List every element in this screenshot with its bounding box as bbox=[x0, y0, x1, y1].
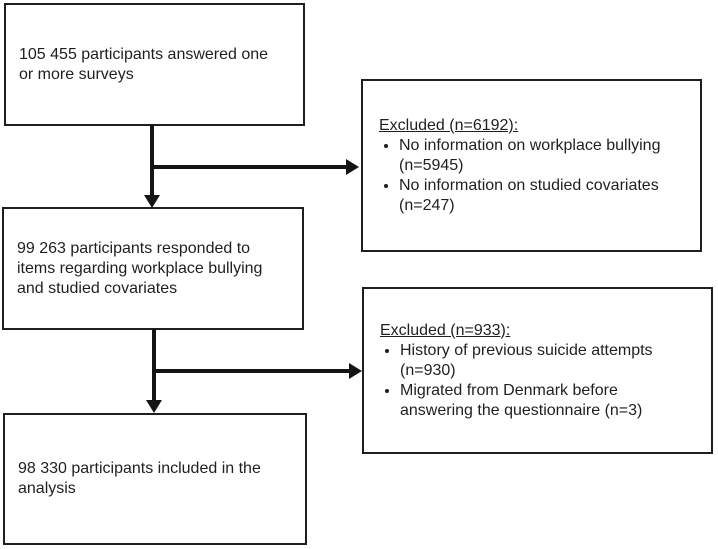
exclusion-item-line: (n=930) bbox=[400, 361, 456, 379]
flow-box-line: items regarding workplace bullying bbox=[17, 259, 263, 277]
arrowhead-down-icon bbox=[146, 400, 162, 413]
exclusion-box-1 bbox=[361, 79, 702, 252]
exclusion-item bbox=[399, 136, 690, 176]
flow-box-included-analysis bbox=[3, 413, 307, 545]
exclusion-item-line: • No information on studied covariates bbox=[399, 176, 659, 194]
arrowhead-right-icon bbox=[346, 159, 359, 175]
exclusion-item bbox=[400, 341, 701, 381]
flow-box-line: and studied covariates bbox=[17, 279, 178, 297]
exclusion-item-line: answering the questionnaire (n=3) bbox=[400, 401, 643, 419]
flow-box-line: 98 330 participants included in the bbox=[18, 460, 261, 477]
exclusion-item bbox=[400, 381, 701, 421]
exclusion-list bbox=[380, 341, 701, 421]
exclusion-item-line: • History of previous suicide attempts bbox=[400, 341, 653, 359]
exclusion-heading: Excluded (n=6192): bbox=[379, 116, 519, 134]
arrow-line-box1-to-box2 bbox=[150, 125, 154, 196]
flow-box-text bbox=[4, 239, 272, 299]
flow-box-responded-items bbox=[2, 207, 304, 330]
flow-box-line: or more surveys bbox=[19, 65, 134, 83]
exclusion-heading: Excluded (n=933): bbox=[380, 321, 511, 339]
flow-box-line: analysis bbox=[18, 480, 76, 497]
flow-box-text bbox=[5, 459, 271, 499]
exclusion-item-line: (n=247) bbox=[399, 196, 455, 214]
arrowhead-down-icon bbox=[144, 195, 160, 208]
exclusion-list bbox=[379, 136, 690, 216]
arrow-line-to-exclusion2 bbox=[152, 369, 349, 373]
arrow-line-to-exclusion1 bbox=[150, 165, 346, 169]
arrow-line-box2-to-box3 bbox=[152, 329, 156, 401]
flow-box-text bbox=[6, 45, 278, 85]
arrowhead-right-icon bbox=[349, 363, 362, 379]
exclusion-item-line: (n=5945) bbox=[399, 156, 464, 174]
exclusion-box-content bbox=[364, 321, 711, 421]
exclusion-item-line: • No information on workplace bullying bbox=[399, 136, 661, 154]
flow-box-answered-surveys bbox=[4, 3, 305, 126]
exclusion-item-line: • Migrated from Denmark before bbox=[400, 381, 618, 399]
exclusion-box-2 bbox=[362, 287, 713, 454]
flow-box-line: 99 263 participants responded to bbox=[17, 239, 251, 257]
exclusion-box-content bbox=[363, 116, 700, 216]
flow-box-line: 105 455 participants answered one bbox=[19, 45, 269, 63]
exclusion-item bbox=[399, 176, 690, 216]
